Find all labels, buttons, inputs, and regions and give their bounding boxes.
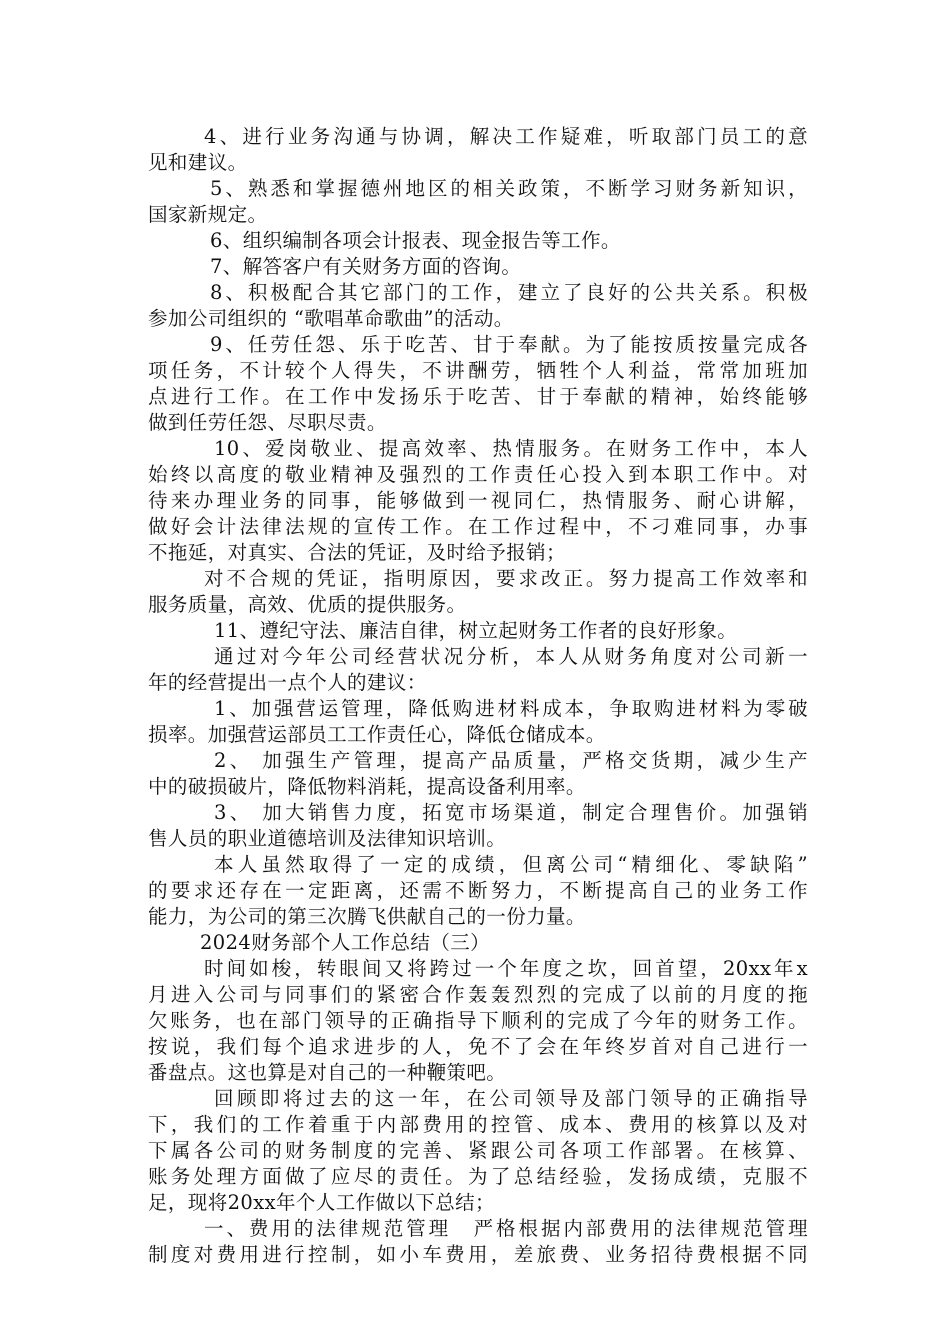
text-line: 待来办理业务的同事，能够做到一视同仁，热情服务、耐心讲解， [148,489,808,512]
text-line: 始终以高度的敬业精神及强烈的工作责任心投入到本职工作中。对 [148,463,808,486]
text-line: 时间如梭，转眼间又将跨过一个年度之坎，回首望，20xx年x [204,957,808,980]
text-line: 1、加强营运管理，降低购进材料成本，争取购进材料为零破 [214,697,808,720]
text-line: 番盘点。这也算是对自己的一种鞭策吧。 [148,1061,507,1084]
text-line: 3、 加大销售力度，拓宽市场渠道，制定合理售价。加强销 [214,801,808,824]
text-line: 欠账务，也在部门领导的正确指导下顺利的完成了今年的财务工作。 [148,1009,808,1032]
text-line: 能力，为公司的第三次腾飞供献自己的一份力量。 [148,905,586,928]
text-line: 下属各公司的财务制度的完善、紧跟公司各项工作部署。在核算、 [148,1139,808,1162]
text-line: 一、费用的法律规范管理 严格根据内部费用的法律规范管理 [204,1217,808,1240]
text-line: 年的经营提出一点个人的建议： [148,671,427,694]
text-line: 下，我们的工作着重于内部费用的控管、成本、费用的核算以及对 [148,1113,808,1136]
text-line: 账务处理方面做了应尽的责任。为了总结经验，发扬成绩，克服不 [148,1165,808,1188]
text-line: 做到任劳任怨、尽职尽责。 [148,411,387,434]
text-line: 8、积极配合其它部门的工作，建立了良好的公共关系。积极 [210,281,808,304]
text-line: 服务质量，高效、优质的提供服务。 [148,593,467,616]
text-line: 中的破损破片，降低物料消耗，提高设备利用率。 [148,775,586,798]
text-line: 参加公司组织的 “歌唱革命歌曲”的活动。 [148,307,514,330]
text-line: 回顾即将过去的这一年，在公司领导及部门领导的正确指导 [214,1087,808,1110]
text-line: 按说，我们每个追求进步的人，免不了会在年终岁首对自己进行一 [148,1035,808,1058]
text-line: 11、遵纪守法、廉洁自律，树立起财务工作者的良好形象。 [214,619,738,642]
text-line: 做好会计法律法规的宣传工作。在工作过程中，不刁难同事，办事 [148,515,808,538]
section-heading: 2024财务部个人工作总结（三） [200,931,491,954]
text-line: 点进行工作。在工作中发扬乐于吃苦、甘于奉献的精神，始终能够 [148,385,808,408]
text-line: 的要求还存在一定距离，还需不断努力，不断提高自己的业务工作 [148,879,808,902]
text-line: 7、解答客户有关财务方面的咨询。 [210,255,522,278]
text-line: 不拖延，对真实、合法的凭证，及时给予报销； [148,541,566,564]
text-line: 9、任劳任怨、乐于吃苦、甘于奉献。为了能按质按量完成各 [210,333,808,356]
text-line: 见和建议。 [148,151,248,174]
text-line: 损率。加强营运部员工工作责任心，降低仓储成本。 [148,723,606,746]
text-line: 制度对费用进行控制，如小车费用，差旅费、业务招待费根据不同 [148,1243,808,1266]
text-line: 本人虽然取得了一定的成绩，但离公司“精细化、零缺陷” [214,853,808,876]
text-line: 对不合规的凭证，指明原因，要求改正。努力提高工作效率和 [204,567,808,590]
text-line: 足，现将20xx年个人工作做以下总结； [148,1191,495,1214]
text-line: 月进入公司与同事们的紧密合作轰轰烈烈的完成了以前的月度的拖 [148,983,808,1006]
text-line: 5、熟悉和掌握德州地区的相关政策，不断学习财务新知识， [210,177,808,200]
text-line: 国家新规定。 [148,203,268,226]
text-line: 项任务，不计较个人得失，不讲酬劳，牺牲个人利益，常常加班加 [148,359,808,382]
text-line: 售人员的职业道德培训及法律知识培训。 [148,827,507,850]
text-line: 通过对今年公司经营状况分析，本人从财务角度对公司新一 [214,645,808,668]
text-line: 4、进行业务沟通与协调，解决工作疑难，听取部门员工的意 [204,125,808,148]
text-line: 6、组织编制各项会计报表、现金报告等工作。 [210,229,621,252]
text-line: 2、 加强生产管理，提高产品质量，严格交货期，减少生产 [214,749,808,772]
text-line: 10、爱岗敬业、提高效率、热情服务。在财务工作中，本人 [214,437,808,460]
